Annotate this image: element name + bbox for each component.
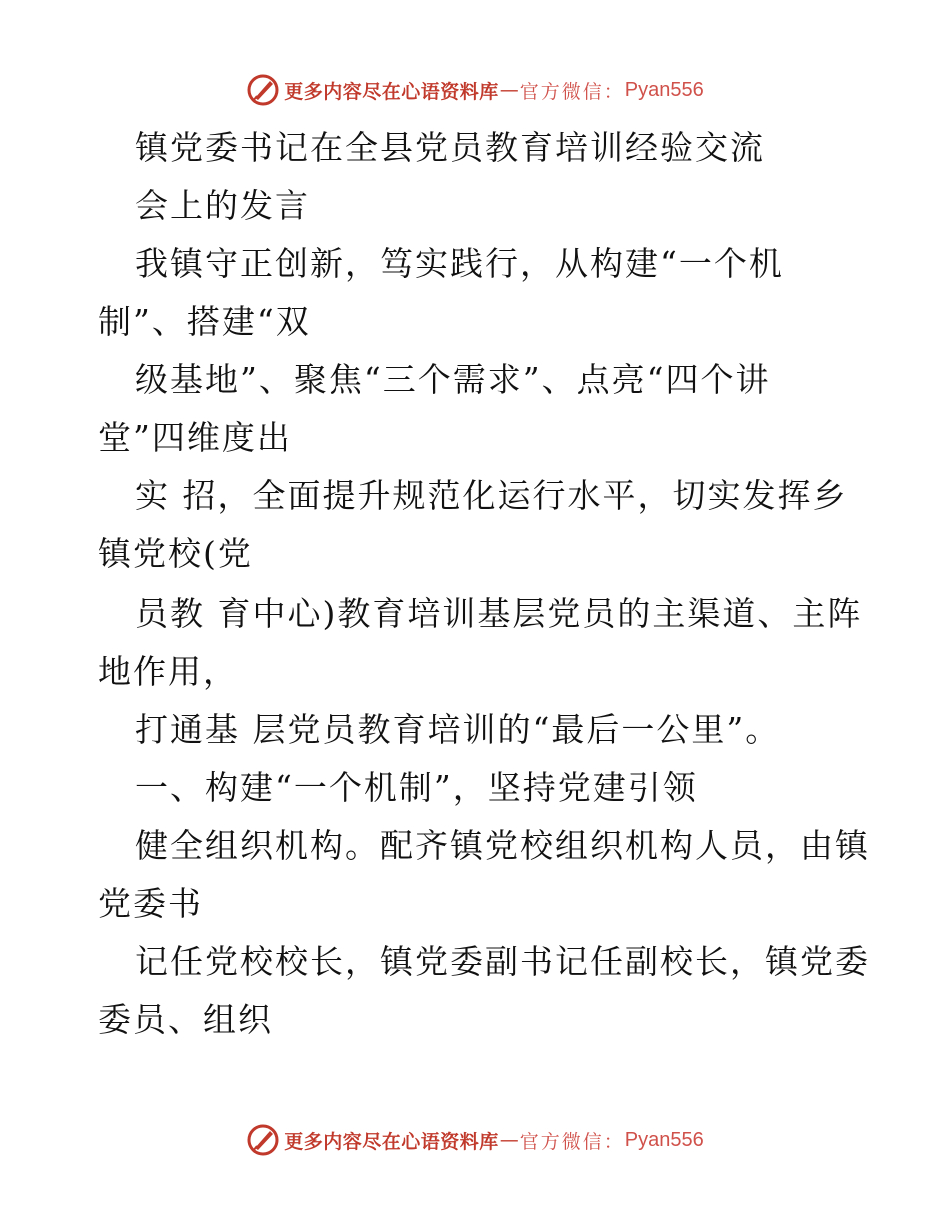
text-line: 制”、搭建“双: [98, 302, 311, 341]
feather-pen-circle-icon: [246, 1123, 280, 1157]
text-line: 委员、组织: [98, 1000, 273, 1039]
text-line: 员教 育中心)教育培训基层党员的主渠道、主阵: [135, 594, 863, 633]
text-line: 健全组织机构。配齐镇党校组织机构人员，由镇: [135, 826, 870, 865]
footer-watermark: [0, 1120, 950, 1160]
watermark-dash: —: [499, 79, 519, 101]
watermark-main-text: 更多内容尽在心语资料库: [284, 80, 499, 103]
text-line: 堂”四维度出: [98, 418, 292, 457]
title-line-2: 会上的发言: [135, 186, 310, 225]
text-line: 级基地”、聚焦“三个需求”、点亮“四个讲: [135, 360, 771, 399]
watermark-wechat-id: Pyan556: [624, 78, 704, 101]
watermark-main-text: 更多内容尽在心语资料库: [284, 1130, 499, 1153]
title-line-1: 镇党委书记在全县党员教育培训经验交流: [135, 128, 765, 167]
text-line: 我镇守正创新，笃实践行，从构建“一个机: [135, 244, 784, 283]
text-line: 记任党校校长，镇党委副书记任副校长，镇党委: [135, 942, 870, 981]
text-line: 地作用，: [98, 652, 238, 691]
feather-pen-circle-icon: [246, 73, 280, 107]
watermark-dash: —: [499, 1129, 519, 1151]
text-line: 实 招，全面提升规范化运行水平，切实发挥乡: [135, 476, 848, 515]
watermark-sub-text: 官方微信：: [519, 1130, 625, 1153]
text-line: 镇党校(党: [98, 534, 253, 573]
watermark-sub-text: 官方微信：: [519, 80, 625, 103]
text-line: 打通基 层党员教育培训的“最后一公里”。: [135, 710, 781, 749]
header-watermark: [0, 70, 950, 110]
text-line: 党委书: [98, 884, 203, 923]
watermark-wechat-id: Pyan556: [624, 1128, 704, 1151]
section-heading: 一、构建“一个机制”，坚持党建引领: [135, 768, 698, 807]
